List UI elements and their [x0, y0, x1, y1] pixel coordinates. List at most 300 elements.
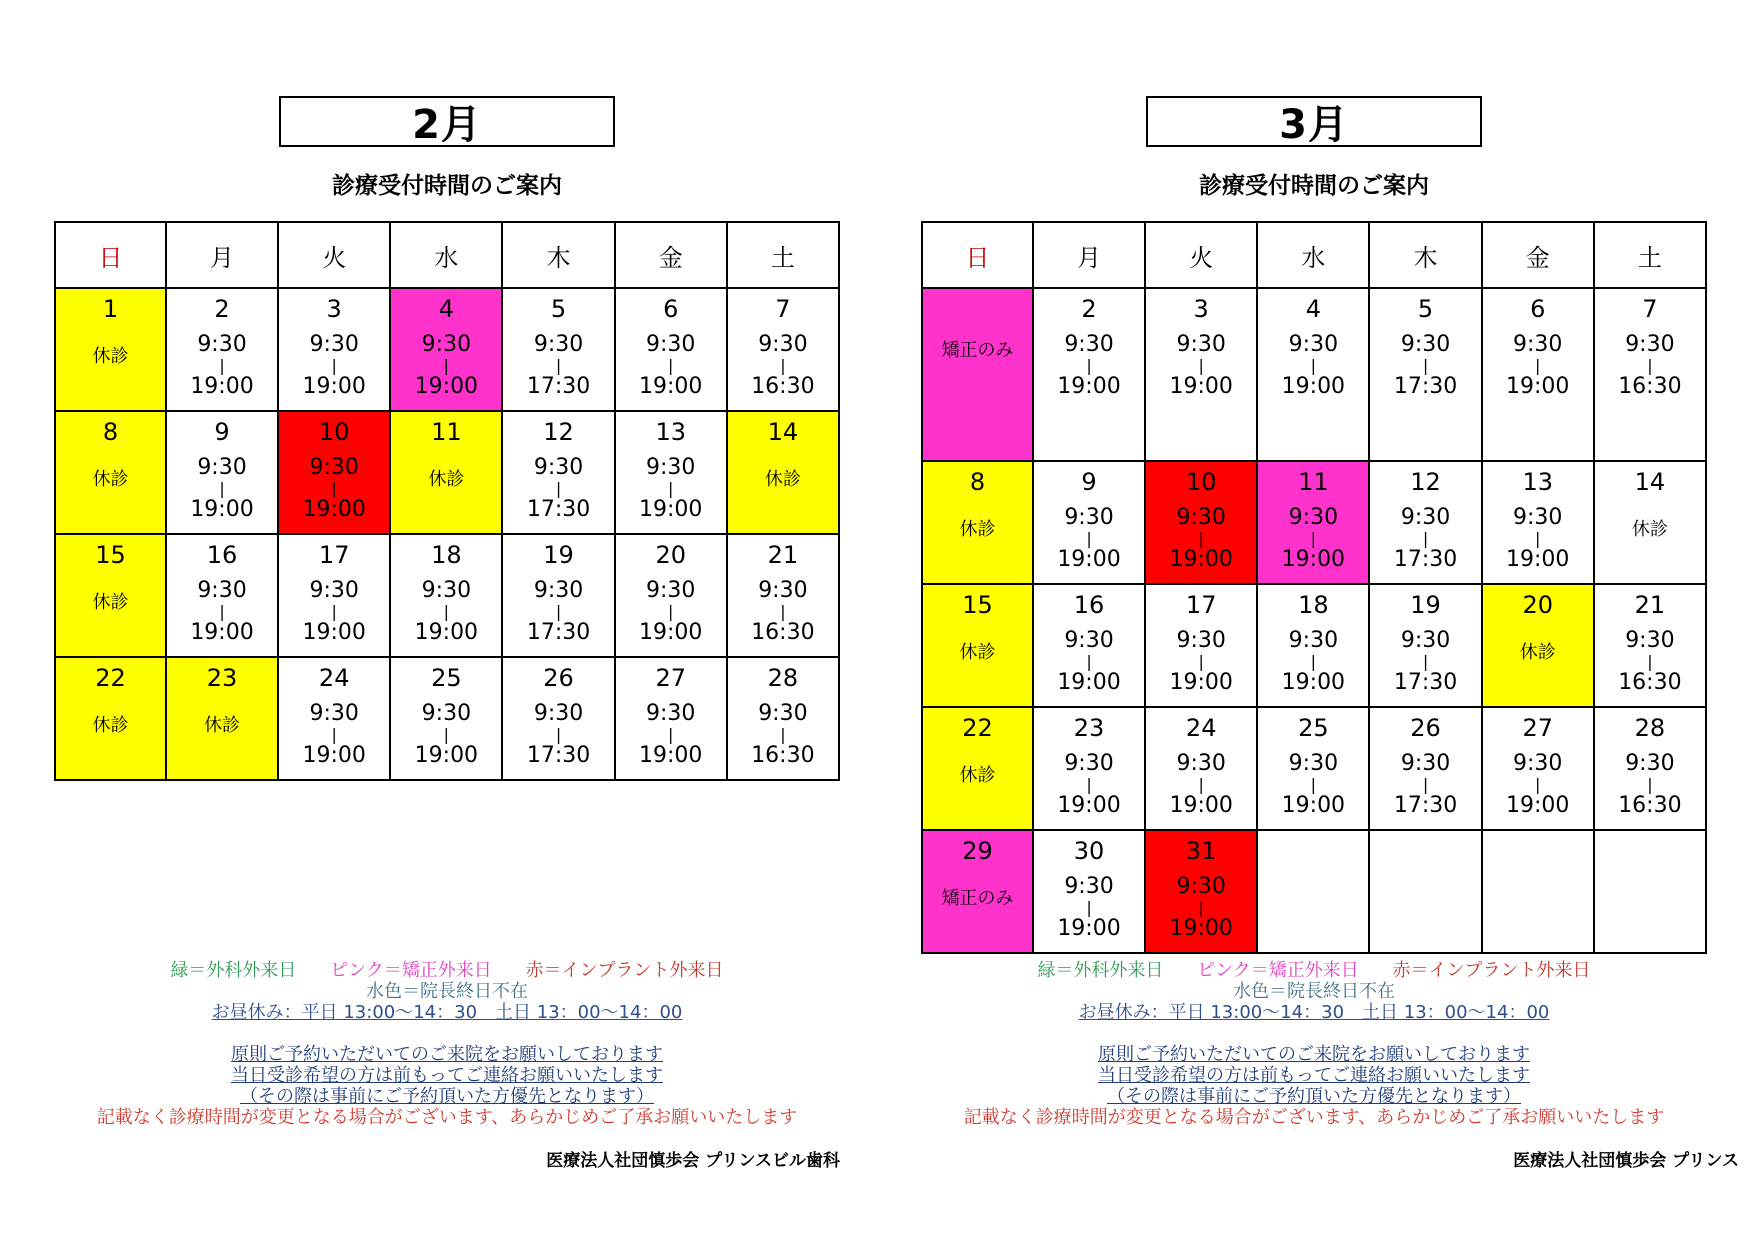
open-time: 9:30	[421, 701, 472, 726]
day-cell	[1145, 830, 1257, 953]
day-cell	[1145, 584, 1257, 707]
day-cell	[1594, 288, 1706, 461]
day-cell-content	[1595, 585, 1705, 706]
day-number: 2	[1081, 295, 1097, 323]
close-time: 19:00	[1169, 374, 1233, 399]
close-time: 16:30	[751, 743, 815, 768]
day-number: 20	[655, 541, 686, 569]
close-time: 19:00	[639, 374, 703, 399]
day-cell	[390, 657, 502, 780]
open-time: 9:30	[1288, 332, 1339, 357]
closed-note: 休診	[1519, 642, 1556, 663]
note-lunch-break: お昼休み：平日 13:00～14：30 土日 13：00～14：00	[211, 1002, 683, 1023]
close-time: 17:30	[1393, 374, 1458, 399]
weekday-header: 木	[502, 222, 614, 288]
day-cell-content	[923, 708, 1032, 829]
open-time: 9:30	[309, 701, 359, 726]
weekday-header: 火	[278, 222, 390, 288]
time-separator: |	[1535, 356, 1541, 375]
day-cell	[502, 411, 614, 534]
time-separator: |	[331, 479, 337, 498]
time-separator: |	[331, 602, 337, 621]
day-cell-content	[56, 412, 165, 533]
day-cell-content	[279, 412, 389, 533]
time-separator: |	[219, 479, 225, 498]
day-cell-content	[728, 289, 838, 410]
weekday-header: 日	[55, 222, 166, 288]
close-time: 19:00	[639, 743, 703, 768]
time-separator: |	[1422, 356, 1429, 375]
close-time: 17:30	[1393, 793, 1458, 818]
day-cell	[727, 657, 839, 780]
legend	[54, 960, 840, 981]
day-cell	[278, 411, 390, 534]
day-number: 9	[1081, 468, 1097, 496]
day-cell-content	[1034, 708, 1144, 829]
day-cell-content	[1146, 708, 1256, 829]
closed-note: 休診	[959, 765, 996, 786]
closed-note: 休診	[959, 519, 996, 540]
weekday-header: 金	[615, 222, 727, 288]
day-number: 15	[962, 591, 993, 619]
note-reservation: 原則ご予約いただいてのご来院をお願いしております	[231, 1044, 663, 1065]
time-separator: |	[331, 725, 337, 744]
day-number: 25	[431, 664, 462, 692]
week-row	[55, 657, 839, 780]
open-time: 9:30	[309, 332, 359, 357]
day-cell	[1257, 288, 1369, 461]
time-separator: |	[1198, 356, 1204, 375]
day-cell-content	[1595, 708, 1705, 829]
day-cell	[1594, 584, 1706, 707]
open-time: 9:30	[1400, 332, 1451, 357]
close-time: 19:00	[639, 497, 703, 522]
close-time: 16:30	[1618, 670, 1682, 695]
open-time: 9:30	[758, 578, 808, 603]
note-priority: （その際は事前にご予約頂いた方優先となります）	[1107, 1086, 1521, 1107]
day-cell-content	[56, 289, 165, 410]
close-time: 19:00	[1506, 793, 1570, 818]
time-separator: |	[1422, 529, 1429, 548]
open-time: 9:30	[1625, 332, 1675, 357]
february-panel	[54, 0, 840, 1241]
day-cell-content	[1258, 708, 1368, 829]
day-cell	[1145, 461, 1257, 584]
closed-note: 休診	[92, 346, 129, 367]
close-time: 19:00	[1506, 547, 1570, 572]
open-time: 9:30	[1625, 751, 1675, 776]
open-time: 9:30	[1064, 628, 1114, 653]
day-number: 13	[1522, 468, 1553, 496]
note-same-day: 当日受診希望の方は前もってご連絡お願いいたします	[1098, 1065, 1530, 1086]
day-cell	[1033, 830, 1145, 953]
day-cell	[922, 288, 1033, 461]
close-time: 19:00	[302, 620, 366, 645]
close-time: 19:00	[414, 743, 479, 768]
day-number: 18	[1298, 591, 1329, 619]
day-number: 17	[318, 541, 350, 569]
close-time: 19:00	[1169, 916, 1233, 941]
day-number: 19	[1410, 591, 1441, 619]
time-separator: |	[1198, 652, 1204, 671]
day-number: 24	[318, 664, 350, 692]
day-cell	[1033, 461, 1145, 584]
time-separator: |	[219, 356, 225, 375]
day-cell-content	[279, 535, 389, 656]
day-number: 15	[95, 541, 126, 569]
week-row	[922, 461, 1706, 584]
open-time: 9:30	[421, 578, 472, 603]
day-number: 8	[102, 418, 119, 446]
time-separator: |	[1310, 529, 1317, 548]
note-light-blue: 水色＝院長終日不在	[1233, 981, 1395, 1002]
march-panel	[921, 0, 1739, 1241]
time-separator: |	[443, 725, 450, 744]
legend	[921, 960, 1707, 981]
time-separator: |	[555, 725, 562, 744]
time-separator: |	[668, 602, 674, 621]
day-number: 30	[1073, 837, 1105, 865]
week-row	[55, 534, 839, 657]
time-separator: |	[1198, 529, 1204, 548]
closed-note: 休診	[764, 469, 801, 490]
weekday-header-row	[922, 222, 1706, 288]
day-cell	[1369, 707, 1481, 830]
day-cell-content	[923, 462, 1032, 583]
day-cell	[166, 657, 278, 780]
open-time: 9:30	[1176, 751, 1226, 776]
day-number: 7	[775, 295, 791, 323]
day-number: 14	[767, 418, 799, 446]
day-cell-content	[167, 412, 277, 533]
closed-note: 休診	[92, 715, 129, 736]
day-cell-content	[1146, 289, 1256, 410]
day-cell	[390, 534, 502, 657]
close-time: 19:00	[1169, 793, 1233, 818]
day-cell-content	[923, 585, 1032, 706]
time-separator: |	[1086, 775, 1092, 794]
day-number: 5	[1417, 295, 1434, 323]
day-cell	[615, 657, 727, 780]
day-number: 29	[962, 837, 993, 865]
legend-pink: ピンク＝矯正外来日	[330, 960, 492, 981]
day-cell	[1033, 707, 1145, 830]
time-separator: |	[1086, 652, 1092, 671]
day-cell	[1594, 461, 1706, 584]
day-cell-content	[1146, 831, 1256, 952]
close-time: 19:00	[190, 497, 254, 522]
time-separator: |	[668, 356, 674, 375]
close-time: 19:00	[414, 620, 479, 645]
day-cell-content	[167, 289, 277, 410]
day-cell	[166, 288, 278, 411]
time-separator: |	[1198, 898, 1204, 917]
day-cell	[1033, 584, 1145, 707]
closed-note: 休診	[1631, 519, 1668, 540]
close-time: 19:00	[302, 374, 366, 399]
day-number: 26	[1410, 714, 1441, 742]
note-reservation: 原則ご予約いただいてのご来院をお願いしております	[1098, 1044, 1530, 1065]
day-cell	[166, 534, 278, 657]
open-time: 9:30	[533, 578, 584, 603]
day-number: 26	[543, 664, 574, 692]
open-time: 9:30	[1400, 751, 1451, 776]
day-cell	[390, 288, 502, 411]
day-cell-content	[56, 535, 165, 656]
day-cell	[1033, 288, 1145, 461]
day-cell	[615, 411, 727, 534]
time-separator: |	[1647, 775, 1653, 794]
day-number: 19	[543, 541, 574, 569]
day-number: 6	[1530, 295, 1546, 323]
time-separator: |	[219, 602, 225, 621]
day-cell	[1482, 584, 1594, 707]
day-number: 31	[1185, 837, 1217, 865]
day-cell-content	[1146, 585, 1256, 706]
weekday-header: 土	[727, 222, 839, 288]
day-number: 11	[1298, 468, 1329, 496]
week-row	[55, 288, 839, 411]
open-time: 9:30	[1064, 751, 1114, 776]
week-row	[922, 830, 1706, 953]
day-cell	[615, 534, 727, 657]
day-cell-content	[391, 658, 501, 779]
day-number: 23	[206, 664, 238, 692]
time-separator: |	[331, 356, 337, 375]
time-separator: |	[780, 356, 786, 375]
day-cell-content	[616, 412, 726, 533]
time-separator: |	[780, 602, 786, 621]
close-time: 19:00	[1169, 547, 1233, 572]
close-time: 17:30	[526, 497, 591, 522]
day-number: 11	[431, 418, 462, 446]
time-separator: |	[1535, 529, 1541, 548]
time-separator: |	[1422, 652, 1429, 671]
subtitle: 診療受付時間のご案内	[332, 173, 562, 199]
open-time: 9:30	[1400, 628, 1451, 653]
day-cell-content	[1034, 289, 1144, 410]
day-cell	[922, 830, 1033, 953]
time-separator: |	[668, 479, 674, 498]
day-number: 4	[1305, 295, 1321, 323]
day-cell-content	[391, 289, 501, 410]
day-cell	[1482, 707, 1594, 830]
day-cell-content	[1034, 585, 1144, 706]
day-cell-content	[1146, 462, 1256, 583]
time-separator: |	[1086, 898, 1092, 917]
day-cell-content	[167, 535, 277, 656]
closed-note: 休診	[92, 592, 129, 613]
day-cell-content	[923, 831, 1032, 952]
day-number: 28	[767, 664, 799, 692]
close-time: 19:00	[1057, 670, 1121, 695]
day-cell	[55, 657, 166, 780]
close-time: 19:00	[190, 374, 254, 399]
open-time: 9:30	[1064, 874, 1114, 899]
time-separator: |	[1086, 356, 1092, 375]
day-number: 9	[214, 418, 230, 446]
time-separator: |	[1198, 775, 1204, 794]
time-separator: |	[1310, 775, 1317, 794]
weekday-header: 水	[1257, 222, 1369, 288]
open-time: 9:30	[1625, 628, 1675, 653]
note-light-blue: 水色＝院長終日不在	[366, 981, 528, 1002]
notes	[921, 960, 1707, 1128]
day-number: 10	[1185, 468, 1217, 496]
day-number: 27	[655, 664, 686, 692]
open-time: 9:30	[1064, 332, 1114, 357]
calendar-march	[921, 221, 1707, 954]
open-time: 9:30	[758, 701, 808, 726]
close-time: 19:00	[1057, 793, 1121, 818]
day-cell-content	[1034, 462, 1144, 583]
day-cell	[727, 411, 839, 534]
time-separator: |	[668, 725, 674, 744]
day-cell-content	[503, 412, 613, 533]
day-number: 22	[962, 714, 993, 742]
day-cell-content	[391, 535, 501, 656]
closed-note: 矯正のみ	[941, 340, 1014, 361]
time-separator: |	[443, 602, 450, 621]
day-number: 8	[969, 468, 986, 496]
close-time: 19:00	[1169, 670, 1233, 695]
open-time: 9:30	[1288, 505, 1339, 530]
week-row	[922, 584, 1706, 707]
day-number: 5	[550, 295, 567, 323]
day-cell	[1257, 461, 1369, 584]
day-number: 17	[1185, 591, 1217, 619]
day-cell-content	[167, 658, 277, 779]
day-cell-content	[1483, 462, 1593, 583]
day-cell-content	[1034, 831, 1144, 952]
open-time: 9:30	[197, 332, 247, 357]
time-separator: |	[555, 356, 562, 375]
day-cell	[55, 288, 166, 411]
day-number: 21	[767, 541, 799, 569]
weekday-header: 金	[1482, 222, 1594, 288]
close-time: 19:00	[1281, 547, 1346, 572]
close-time: 19:00	[1057, 547, 1121, 572]
close-time: 19:00	[1057, 916, 1121, 941]
day-number: 6	[663, 295, 679, 323]
day-cell-content	[616, 658, 726, 779]
day-cell-content	[1258, 585, 1368, 706]
day-cell	[390, 411, 502, 534]
day-number: 24	[1185, 714, 1217, 742]
open-time: 9:30	[1288, 628, 1339, 653]
day-number: 3	[1193, 295, 1209, 323]
open-time: 9:30	[646, 578, 696, 603]
day-cell	[166, 411, 278, 534]
day-cell	[502, 534, 614, 657]
time-separator: |	[1647, 652, 1653, 671]
day-number: 20	[1522, 591, 1553, 619]
day-cell	[1257, 584, 1369, 707]
day-cell-content	[1370, 289, 1480, 410]
open-time: 9:30	[646, 701, 696, 726]
day-number: 16	[206, 541, 238, 569]
day-number: 3	[326, 295, 342, 323]
legend-red: 赤＝インプラント外来日	[1392, 960, 1591, 981]
close-time: 16:30	[1618, 793, 1682, 818]
close-time: 19:00	[190, 620, 254, 645]
empty-day-cell	[1257, 830, 1369, 953]
day-cell	[727, 288, 839, 411]
open-time: 9:30	[1513, 332, 1563, 357]
close-time: 19:00	[1281, 374, 1346, 399]
day-cell	[1257, 707, 1369, 830]
day-cell	[1145, 288, 1257, 461]
day-number: 27	[1522, 714, 1553, 742]
open-time: 9:30	[1513, 751, 1563, 776]
day-number: 12	[543, 418, 574, 446]
month-title: 3月	[1146, 96, 1482, 147]
weekday-header: 火	[1145, 222, 1257, 288]
note-same-day: 当日受診希望の方は前もってご連絡お願いいたします	[231, 1065, 663, 1086]
day-number: 16	[1073, 591, 1105, 619]
close-time: 16:30	[751, 374, 815, 399]
clinic-name: 医療法人社団慎歩会 プリンスビル歯科	[546, 1151, 840, 1171]
day-cell	[615, 288, 727, 411]
open-time: 9:30	[197, 578, 247, 603]
day-cell	[1482, 461, 1594, 584]
day-cell	[922, 461, 1033, 584]
weekday-header: 月	[1033, 222, 1145, 288]
day-cell	[502, 657, 614, 780]
empty-day-cell	[1594, 830, 1706, 953]
open-time: 9:30	[1176, 505, 1226, 530]
day-cell	[278, 657, 390, 780]
weekday-header-row	[55, 222, 839, 288]
open-time: 9:30	[1176, 628, 1226, 653]
day-cell	[922, 584, 1033, 707]
open-time: 9:30	[758, 332, 808, 357]
day-number: 28	[1634, 714, 1666, 742]
time-separator: |	[555, 479, 562, 498]
time-separator: |	[443, 356, 450, 375]
day-cell-content	[1258, 289, 1368, 410]
weekday-header: 月	[166, 222, 278, 288]
close-time: 17:30	[1393, 547, 1458, 572]
time-separator: |	[1310, 356, 1317, 375]
open-time: 9:30	[1288, 751, 1339, 776]
day-cell-content	[616, 289, 726, 410]
week-row	[922, 288, 1706, 461]
open-time: 9:30	[309, 578, 359, 603]
day-cell-content	[1483, 708, 1593, 829]
close-time: 19:00	[639, 620, 703, 645]
day-number: 21	[1634, 591, 1666, 619]
day-cell	[922, 707, 1033, 830]
day-cell-content	[503, 289, 613, 410]
calendar-february	[54, 221, 840, 781]
open-time: 9:30	[1064, 505, 1114, 530]
subtitle: 診療受付時間のご案内	[1199, 173, 1429, 199]
day-cell-content	[728, 412, 838, 533]
time-separator: |	[780, 725, 786, 744]
day-cell-content	[56, 658, 165, 779]
empty-day-cell	[1369, 830, 1481, 953]
day-cell-content	[1595, 462, 1705, 583]
open-time: 9:30	[1513, 505, 1563, 530]
day-cell-content	[503, 535, 613, 656]
open-time: 9:30	[197, 455, 247, 480]
day-cell-content	[1370, 708, 1480, 829]
close-time: 19:00	[414, 374, 479, 399]
open-time: 9:30	[1176, 874, 1226, 899]
day-cell	[1594, 707, 1706, 830]
time-separator: |	[1422, 775, 1429, 794]
